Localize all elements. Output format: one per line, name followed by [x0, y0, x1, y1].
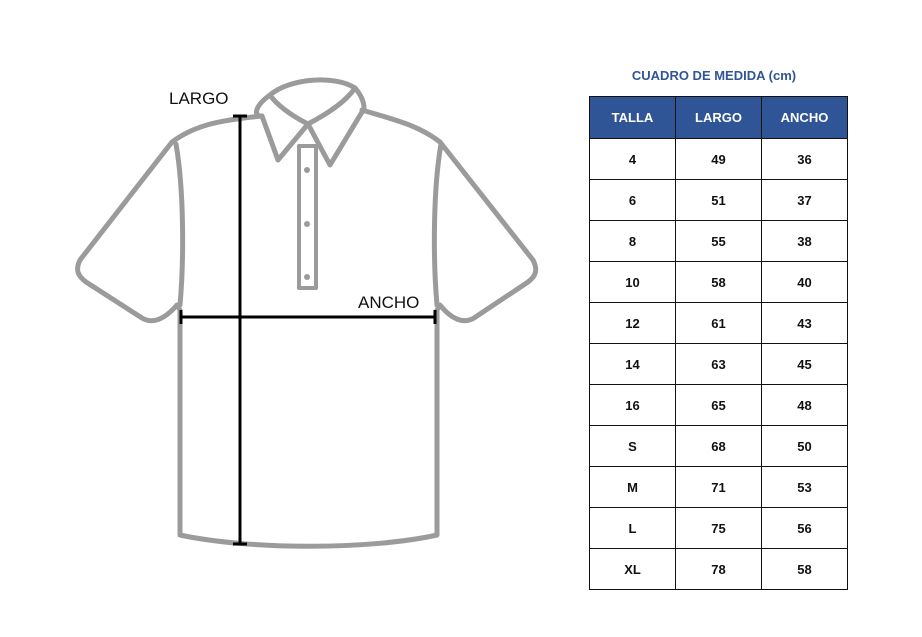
cell-ancho: 45 [762, 344, 848, 385]
cell-largo: 49 [676, 139, 762, 180]
cell-talla: S [590, 426, 676, 467]
header-largo: LARGO [676, 97, 762, 139]
table-row [590, 262, 848, 303]
table-row [590, 385, 848, 426]
table-row [590, 344, 848, 385]
cell-talla: L [590, 508, 676, 549]
button-1 [304, 167, 310, 173]
cell-largo: 75 [676, 508, 762, 549]
cell-ancho: 58 [762, 549, 848, 590]
cell-ancho: 38 [762, 221, 848, 262]
table-row [590, 508, 848, 549]
table-row [590, 303, 848, 344]
table-header-row [590, 97, 848, 139]
cell-talla: 8 [590, 221, 676, 262]
table-row [590, 139, 848, 180]
table-row [590, 549, 848, 590]
cell-ancho: 48 [762, 385, 848, 426]
header-ancho: ANCHO [762, 97, 848, 139]
cell-largo: 68 [676, 426, 762, 467]
cell-ancho: 53 [762, 467, 848, 508]
shirt-outline [78, 110, 536, 546]
button-3 [304, 274, 310, 280]
cell-largo: 61 [676, 303, 762, 344]
cell-largo: 58 [676, 262, 762, 303]
cell-largo: 51 [676, 180, 762, 221]
cell-talla: 10 [590, 262, 676, 303]
collar-back [270, 80, 355, 95]
cell-ancho: 56 [762, 508, 848, 549]
size-chart-table [589, 96, 848, 590]
cell-talla: M [590, 467, 676, 508]
cell-ancho: 43 [762, 303, 848, 344]
cell-largo: 71 [676, 467, 762, 508]
right-side-seam [434, 144, 441, 305]
table-row [590, 221, 848, 262]
cell-talla: 14 [590, 344, 676, 385]
cell-talla: 6 [590, 180, 676, 221]
cell-talla: 4 [590, 139, 676, 180]
button-2 [304, 221, 310, 227]
table-row [590, 180, 848, 221]
table-row [590, 467, 848, 508]
left-side-seam [176, 144, 183, 305]
cell-ancho: 37 [762, 180, 848, 221]
cell-talla: XL [590, 549, 676, 590]
header-talla: TALLA [590, 97, 676, 139]
cell-largo: 63 [676, 344, 762, 385]
cell-talla: 12 [590, 303, 676, 344]
cell-largo: 78 [676, 549, 762, 590]
cell-ancho: 50 [762, 426, 848, 467]
cell-ancho: 40 [762, 262, 848, 303]
size-chart-title: CUADRO DE MEDIDA (cm) [631, 68, 797, 83]
cell-talla: 16 [590, 385, 676, 426]
largo-label: LARGO [169, 89, 229, 108]
cell-largo: 55 [676, 221, 762, 262]
cell-ancho: 36 [762, 139, 848, 180]
ancho-label: ANCHO [358, 293, 420, 312]
cell-largo: 65 [676, 385, 762, 426]
table-row [590, 426, 848, 467]
